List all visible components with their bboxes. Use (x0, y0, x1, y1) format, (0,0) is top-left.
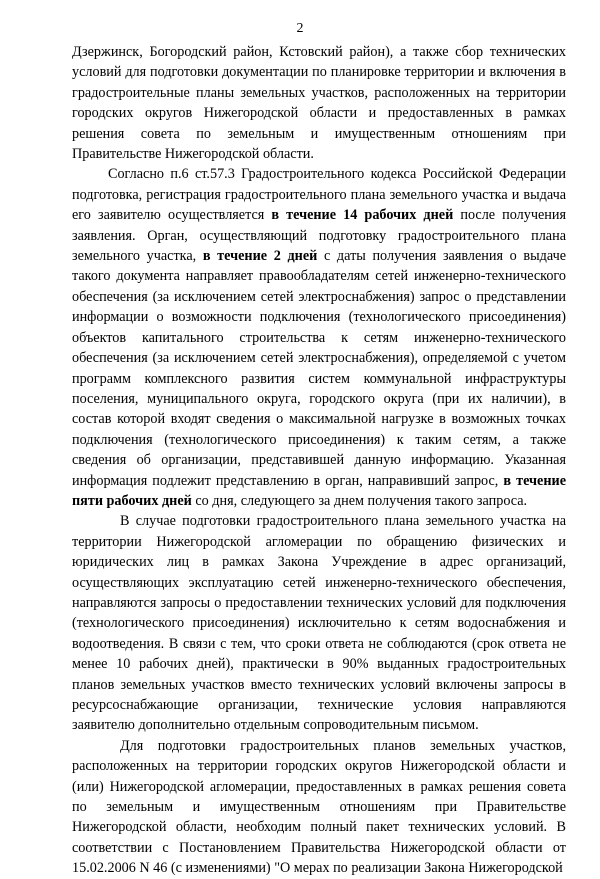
page-number: 2 (296, 21, 304, 36)
paragraph-4: Для подготовки градостроительных планов земельных участков, расположенных на территории городских округов Нижегородской области и (или) Нижегородской агломерации, предоставленных в рамках решения совета по земельным и имущественным отношениям при Правительстве Нижегородской области, необходим полный пакет технических условий. В соответствии с Постановлением Правительства Нижегородской области от 15.02.2006 N 46 (с изменениями) "О мерах по реализации Закона Нижегородской (72, 737, 566, 877)
deadline-2-days: в течение 2 дней (202, 248, 318, 265)
deadline-14-working-days: в течение 14 рабочих дней (271, 207, 454, 224)
paragraph-2-text-4: со дня, следующего за днем получения такого запроса. (191, 492, 528, 509)
paragraph-3: В случае подготовки градостроительного плана земельного участка на территории Нижегородской агломерации по обращению физических и юридических лиц в рамках Закона Учреждение в адрес организаций, осуществляющих эксплуатацию сетей инженерно-технического обеспечения, направляются запросы о предоставлении технических условий для подключения (технологического присоединения) исключительно к сетям водоснабжения и водоотведения. В связи с тем, что сроки ответа не соблюдаются (срок ответа не менее 10 рабочих дней), практически в 90% выданных градостроительных планов земельных участков вместо технических условий включены запросы в ресурсоснабжающие организации, технические условия направляются заявителю дополнительно отдельным сопроводительным письмом. (72, 513, 566, 734)
paragraph-2-text-3: с даты получения заявления о выдаче такого документа направляет правообладателям сетей инженерно-технического обеспечения (за исключением сетей электроснабжения) запрос о представлении информации о возможности подключения (технологического присоединения) объектов капитального строительства к сетям инженерно-технического обеспечения (за исключением сетей электроснабжения), определяемой с учетом программ комплексного развития систем коммунальной инфраструктуры поселения, муниципального округа, городского округа (при их наличии), в состав которой входят сведения о максимальной нагрузке в возможных точках подключения (технологического присоединения) к таким сетям, а также сведения об организации, представившей данную информацию. Указанная информация подлежит представлению в орган, направивший запрос, (72, 248, 567, 489)
deadline-5-working-days: в течение пяти рабочих дней (72, 472, 566, 509)
document-body (72, 42, 566, 879)
paragraph-2 (72, 164, 566, 511)
paragraph-2-text-1: Согласно п.6 ст.57.3 Градостроительного кодекса Российской Федерации подготовка, регистрация градостроительного плана земельного участка и выдача его заявителю осуществляется (72, 166, 566, 224)
paragraph-2-text-2: после получения заявления. Орган, осуществляющий подготовку градостроительного плана земельного участка, (72, 207, 566, 265)
paragraph-1: Дзержинск, Богородский район, Кстовский район), а также сбор технических условий для подготовки документации по планировке территории и включения в градостроительные планы земельных участков, расположенных на территории городских округов Нижегородской области и предоставленных в рамках решения совета по земельным и имущественным отношениям при Правительстве Нижегородской области. (72, 44, 566, 163)
